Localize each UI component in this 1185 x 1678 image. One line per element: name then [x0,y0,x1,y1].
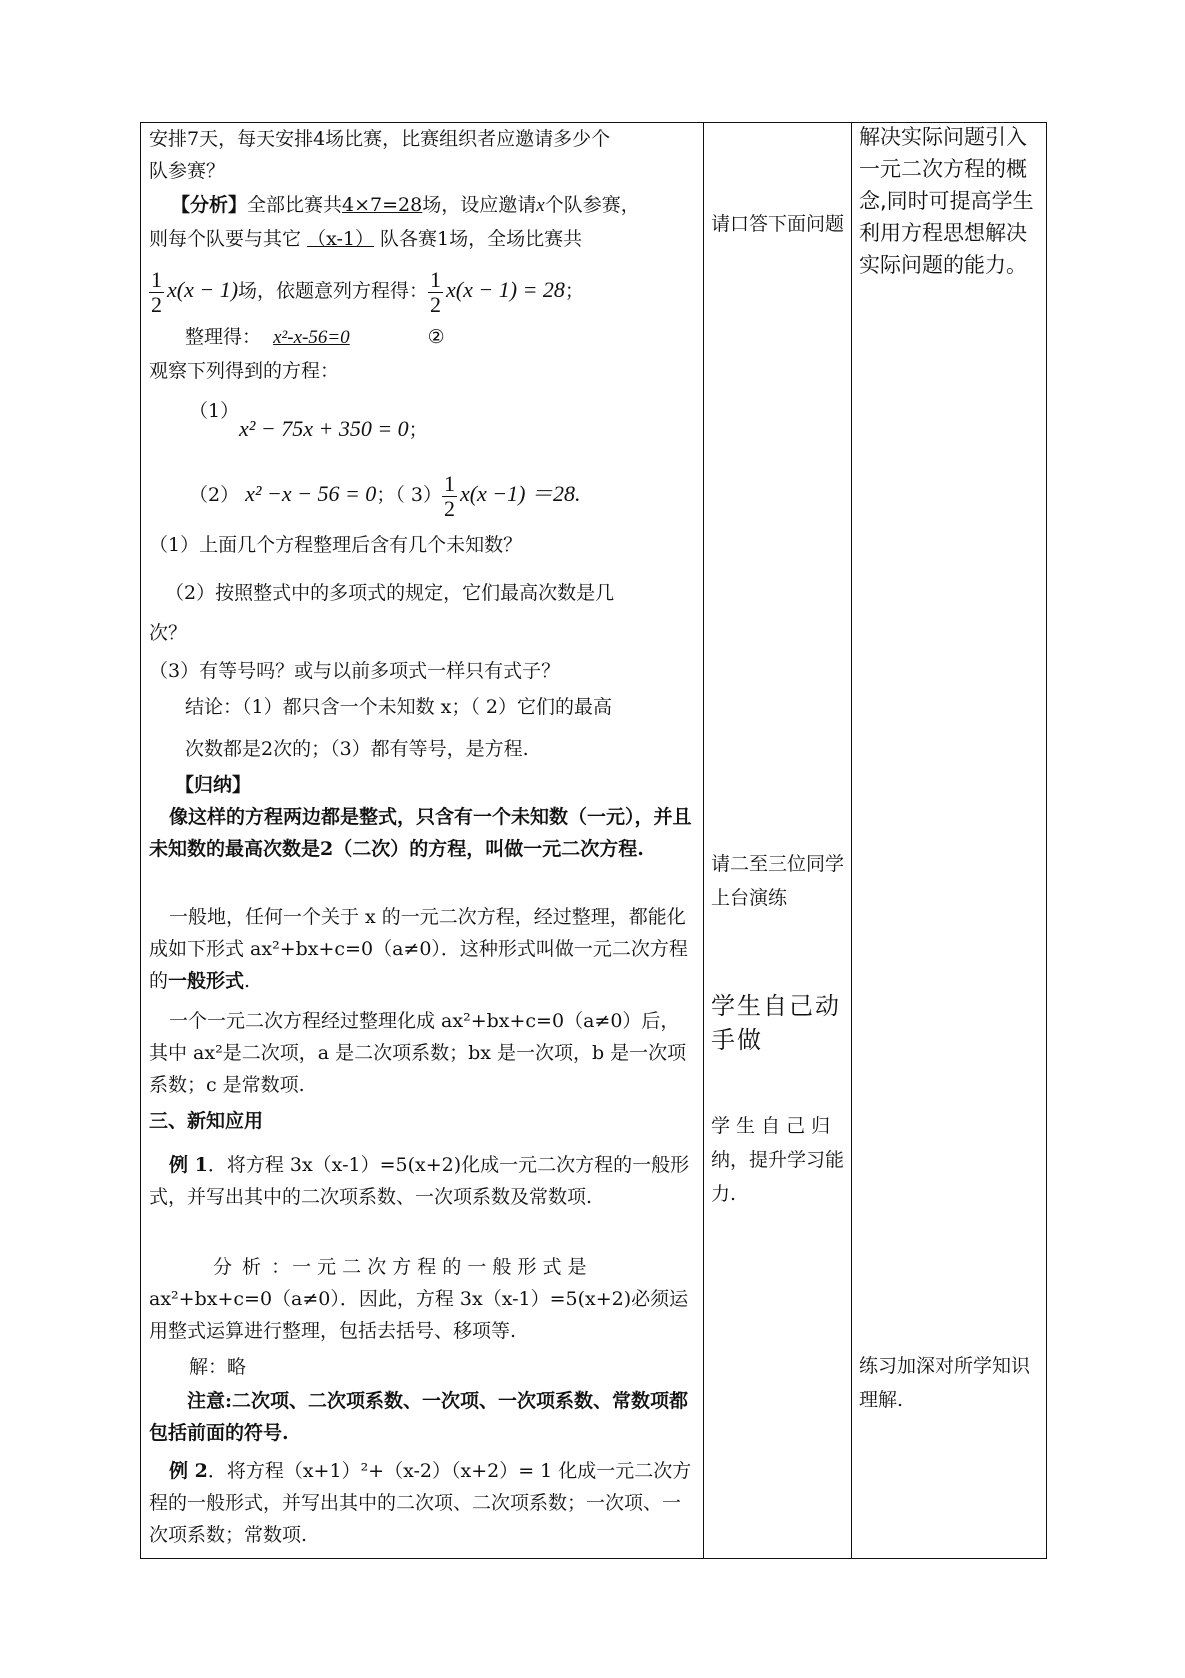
activity-board-practice: 请二至三位同学上台演练 [711,853,845,909]
solution: 解：略 [189,1356,247,1378]
question-2-cont: 次？ [149,622,188,644]
observe-prompt: 观察下列得到的方程： [149,360,340,382]
conclusion-1: 结论：（1）都只含一个未知数 x；（ 2）它们的最高 [185,696,612,718]
conclusion-2: 次数都是2次的；（3）都有等号，是方程. [185,738,529,760]
activity-oral-answer: 请口答下面问题 [711,213,845,235]
student-activity-column [711,123,846,1558]
intent-problem: 解决实际问题引入一元二次方程的概念,同时可提高学生利用方程思想解决实际问题的能力。 [859,125,1034,277]
equation-1-label: （1） [189,400,240,422]
equation-line: $\frac{1}{2}$ x(x − 1)场，依题意列方程得： $\frac{1}{2}$ x(x − 1) = 28； [151,266,584,317]
analysis-line-2: 则每个队要与其它 （x-1） 队各赛1场，全场比赛共 [149,228,583,250]
general-form-text: 一般地，任何一个关于 x 的一元二次方程，经过整理，都能化成如下形式 ax²+bx+c=0（a≠0）．这种形式叫做一元二次方程的一般形式. [149,906,688,992]
section-heading: 三、新知应用 [149,1110,264,1132]
lesson-table [140,122,1047,1559]
opponent-count: （x-1） [307,228,374,250]
analysis-tag: 【分析】 [171,194,248,216]
analysis-line-1: 【分析】全部比赛共4×7=28场，设应邀请x个队参赛， [171,194,640,216]
intent-practice: 练习加深对所学知识理解. [859,1355,1031,1411]
attention-note: 注意:二次项、二次项系数、一次项、一次项系数、常数项都包括前面的符号. [149,1390,689,1444]
definition: 像这样的方程两边都是整式，只含有一个未知数（一元），并且未知数的最高次数是2（二次）的方程，叫做一元二次方程. [149,806,692,860]
design-intent-column [859,123,1039,1558]
column-divider-2 [851,123,852,1558]
equation-2-3: （2） x² −x − 56 = 0；（ 3） $\frac{1}{2}$ x(x −1) ＝28. [189,470,581,521]
general-form-term: 一般形式 [168,970,245,992]
problem-line-2: 队参赛？ [149,160,226,182]
question-3: （3）有等号吗？或与以前多项式一样只有式子？ [149,660,561,682]
example-2: 例 2．将方程（x+1）²+（x-2）（x+2）= 1 化成一元二次方程的一般形式，并写出其中的二次项、二次项系数；一次项、一次项系数；常数项. [149,1460,692,1546]
example-1-analysis: 分 析 ：一 元 二 次 方 程 的 一 般 形 式 是 ax²+bx+c=0（a≠0）．因此，方程 3x（x-1）=5(x+2)必须运用整式运算进行整理，包括去括号、移项等. [149,1256,689,1342]
fraction-half: $\frac{1}{2}$ [151,266,162,317]
match-count: 4×7=28 [342,194,423,216]
activity-self-summary: 学 生 自 己 归 纳，提升学习能力. [711,1115,845,1205]
content-column [149,123,694,1558]
question-1: （1）上面几个方程整理后含有几个未知数？ [149,534,523,556]
fraction-half: $\frac{1}{2}$ [430,266,442,317]
terms-explanation: 一个一元二次方程经过整理化成 ax²+bx+c=0（a≠0）后，其中 ax²是二次项，a 是二次项系数；bx 是一次项，b 是一次项系数；c 是常数项. [149,1010,687,1096]
fraction-half: $\frac{1}{2}$ [443,470,455,521]
question-2: （2）按照整式中的多项式的规定，它们最高次数是几 [165,582,615,604]
activity-hands-on: 学生自己动手做 [711,992,841,1054]
equation-1: x² − 75x + 350 = 0； [239,416,428,441]
example-1: 例 1．将方程 3x（x-1）=5(x+2)化成一元二次方程的一般形式，并写出其中的二次项系数、一次项系数及常数项. [149,1154,690,1208]
column-divider-1 [703,123,704,1558]
summary-heading: 【归纳】 [175,774,252,796]
simplified-equation: 整理得： x²-x-56=0 ② [185,326,445,348]
problem-line-1: 安排7天，每天安排4场比赛，比赛组织者应邀请多少个 [149,128,611,150]
